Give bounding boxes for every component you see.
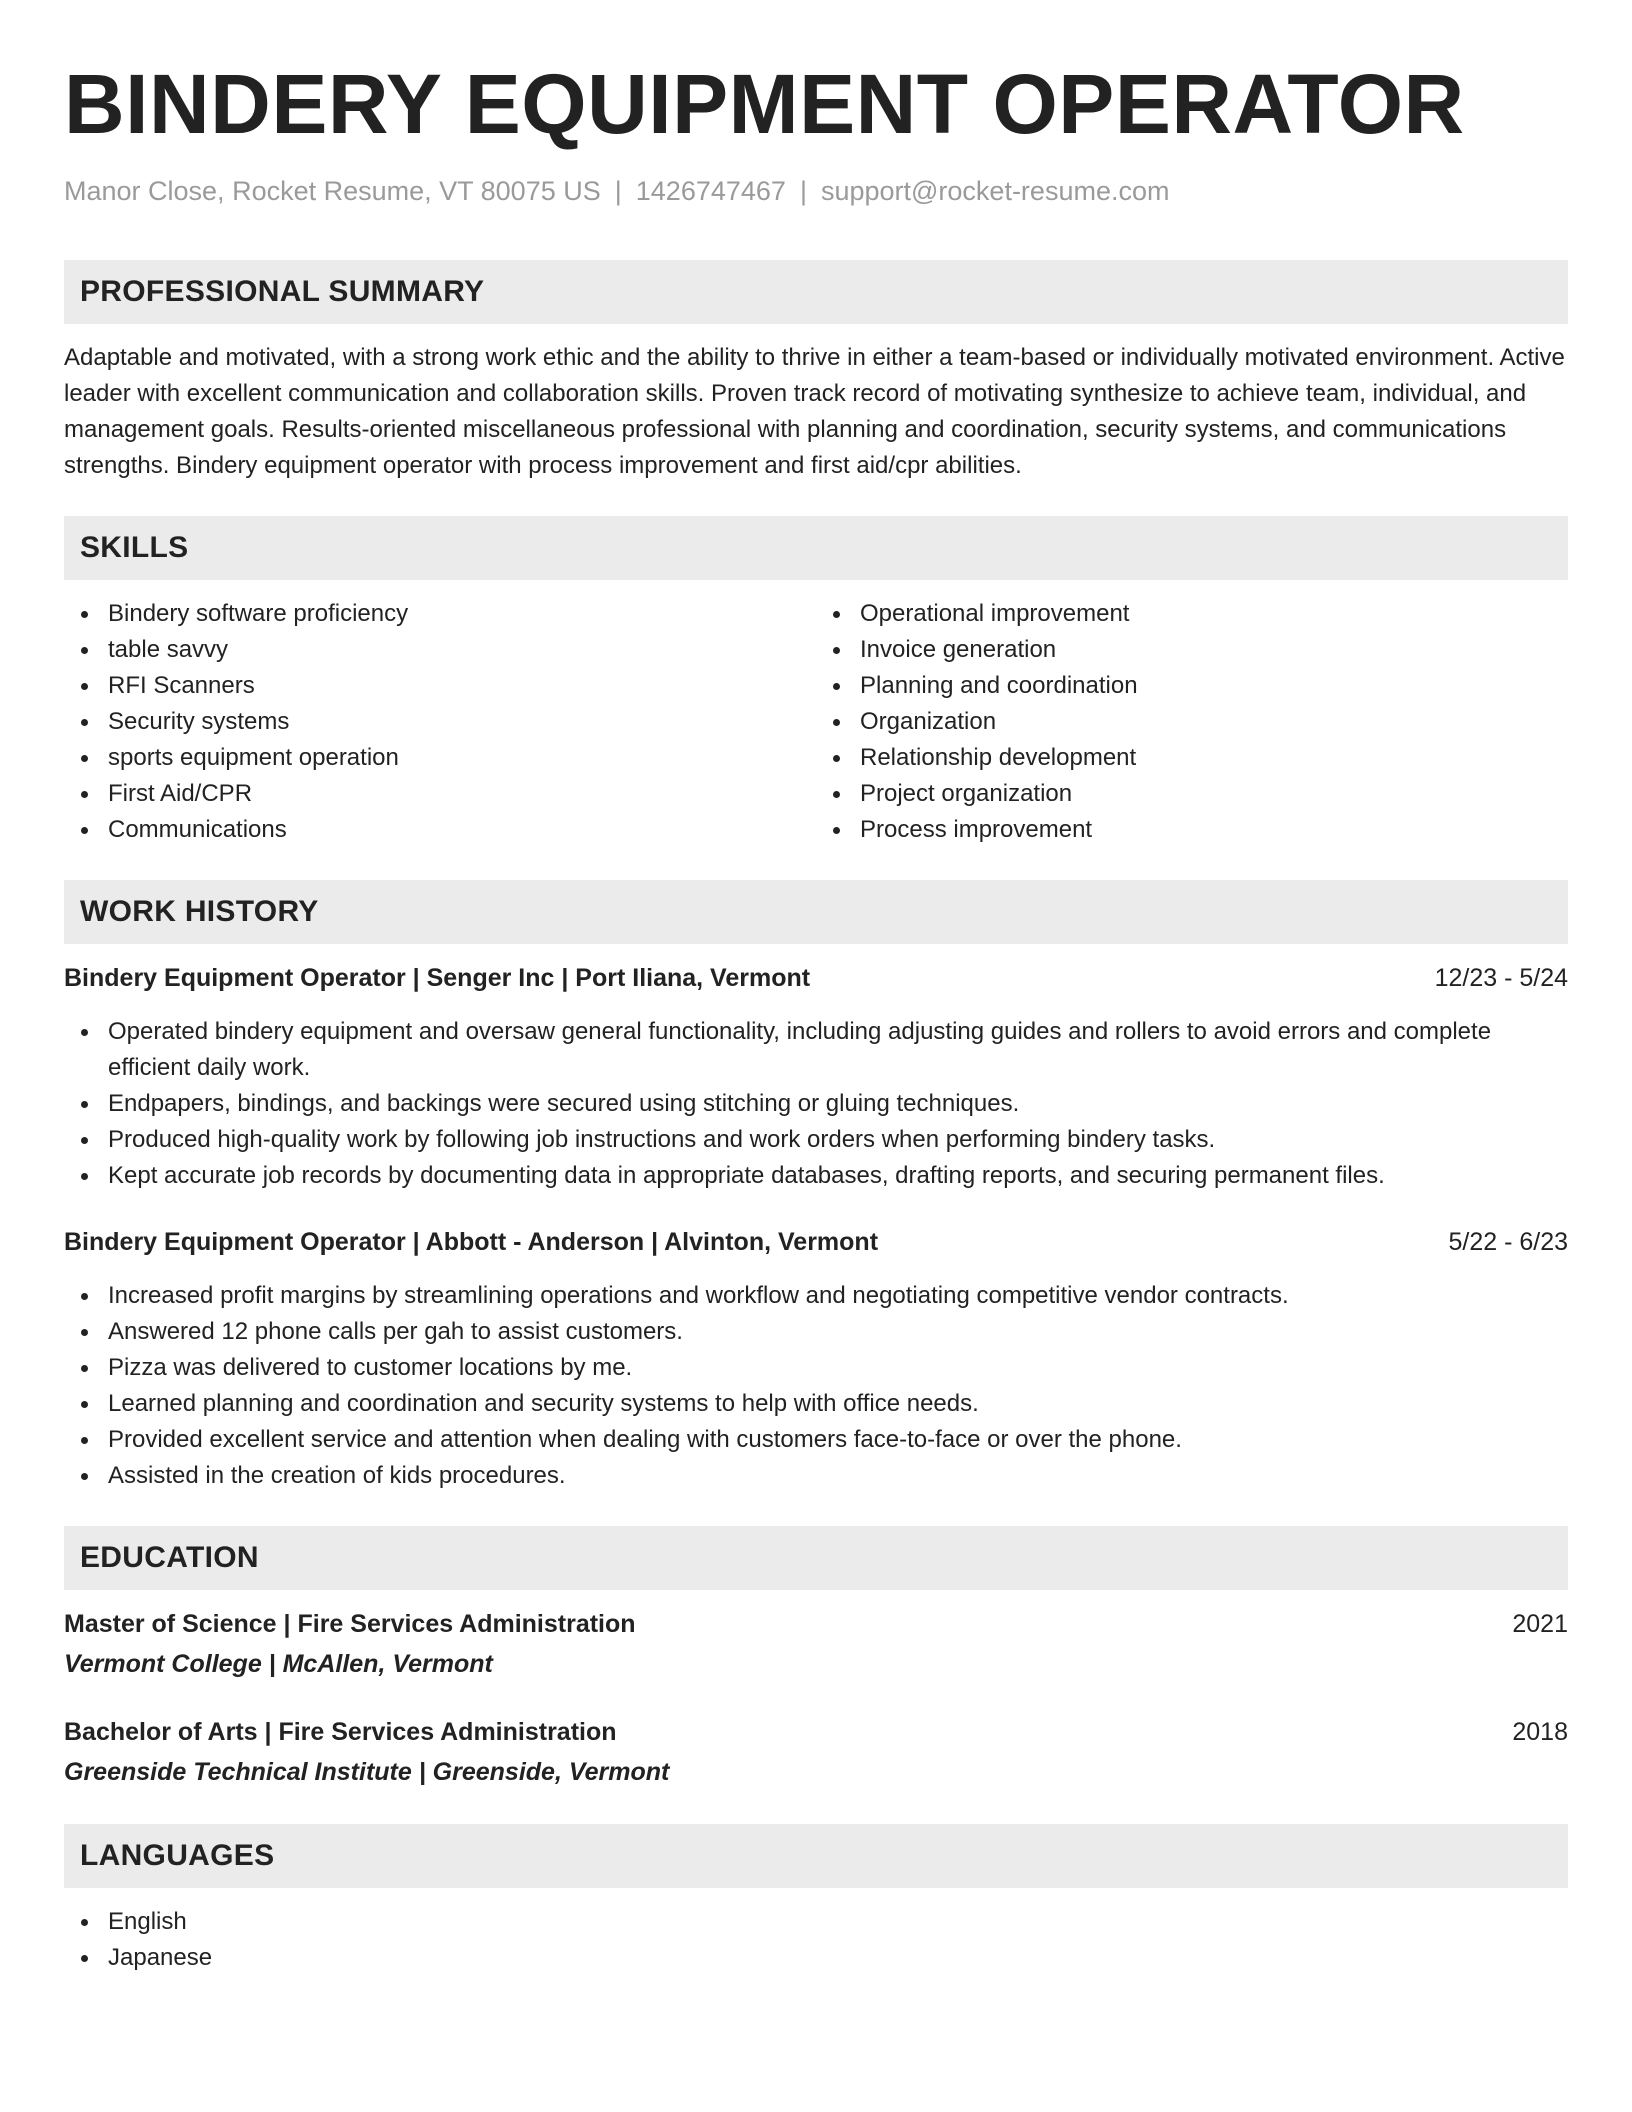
- job-title: Bindery Equipment Operator | Abbott - Anderson | Alvinton, Vermont: [64, 1228, 879, 1256]
- language-item: English: [64, 1904, 1568, 1940]
- skill-item: Organization: [816, 704, 1568, 740]
- skills-grid: [64, 596, 1568, 848]
- skill-item: Planning and coordination: [816, 668, 1568, 704]
- skill-item: Bindery software proficiency: [64, 596, 816, 632]
- job-dates: 12/23 - 5/24: [1434, 964, 1568, 992]
- education-entry: [64, 1606, 1568, 1682]
- education-section: [64, 1526, 1568, 1790]
- skill-item: Invoice generation: [816, 632, 1568, 668]
- contact-separator: |: [799, 176, 807, 206]
- skill-item: table savvy: [64, 632, 816, 668]
- skill-item: Communications: [64, 812, 816, 848]
- education-year: 2018: [1512, 1718, 1568, 1746]
- work-section: [64, 880, 1568, 1494]
- resume-name: BINDERY EQUIPMENT OPERATOR: [64, 57, 1465, 151]
- contact-line: [64, 174, 1568, 208]
- skill-item: Relationship development: [816, 740, 1568, 776]
- contact-phone: 1426747467: [635, 176, 786, 206]
- skills-heading: SKILLS: [64, 516, 1568, 580]
- summary-heading: PROFESSIONAL SUMMARY: [64, 260, 1568, 324]
- work-heading: WORK HISTORY: [64, 880, 1568, 944]
- job-bullet: Pizza was delivered to customer locations by me.: [64, 1350, 1568, 1386]
- job-bullet: Assisted in the creation of kids procedures.: [64, 1458, 1568, 1494]
- skill-item: Process improvement: [816, 812, 1568, 848]
- education-entry: [64, 1714, 1568, 1790]
- job-bullet: Produced high-quality work by following job instructions and work orders when performing bindery tasks.: [64, 1122, 1568, 1158]
- job-entry: [64, 1224, 1568, 1494]
- job-bullet: Endpapers, bindings, and backings were secured using stitching or gluing techniques.: [64, 1086, 1568, 1122]
- job-bullet: Kept accurate job records by documenting data in appropriate databases, drafting reports, and securing permanent files.: [64, 1158, 1568, 1194]
- job-title: Bindery Equipment Operator | Senger Inc | Port Iliana, Vermont: [64, 964, 811, 992]
- education-school: Vermont College | McAllen, Vermont: [64, 1650, 493, 1678]
- summary-text: Adaptable and motivated, with a strong work ethic and the ability to thrive in either a team-based or individually motivated environment. Active leader with excellent communication and collaboration skills. Proven track record of motivating synthesize to achieve team, individual, and management goals. Results-oriented miscellaneous professional with planning and coordination, security systems, and communications strengths. Bindery equipment operator with process improvement and first aid/cpr abilities.: [64, 344, 1565, 479]
- job-header: [64, 960, 1568, 996]
- education-heading: EDUCATION: [64, 1526, 1568, 1590]
- job-bullet: Operated bindery equipment and oversaw general functionality, including adjusting guides and rollers to avoid errors and complete efficient daily work.: [64, 1014, 1568, 1086]
- skill-item: Operational improvement: [816, 596, 1568, 632]
- education-year: 2021: [1512, 1610, 1568, 1638]
- job-bullet: Increased profit margins by streamlining operations and workflow and negotiating competitive vendor contracts.: [64, 1278, 1568, 1314]
- education-header: [64, 1714, 1568, 1750]
- skills-section: [64, 516, 1568, 848]
- skills-column-left: [64, 596, 816, 848]
- job-header: [64, 1224, 1568, 1260]
- contact-email: support@rocket-resume.com: [820, 176, 1170, 206]
- education-header: [64, 1606, 1568, 1642]
- job-bullet: Learned planning and coordination and security systems to help with office needs.: [64, 1386, 1568, 1422]
- job-dates: 5/22 - 6/23: [1448, 1228, 1568, 1256]
- summary-section: [64, 260, 1568, 484]
- skill-item: RFI Scanners: [64, 668, 816, 704]
- skill-item: Security systems: [64, 704, 816, 740]
- education-degree: Master of Science | Fire Services Administration: [64, 1610, 636, 1638]
- skill-item: First Aid/CPR: [64, 776, 816, 812]
- contact-address: Manor Close, Rocket Resume, VT 80075 US: [64, 176, 601, 206]
- job-bullet: Answered 12 phone calls per gah to assist customers.: [64, 1314, 1568, 1350]
- contact-separator: |: [614, 176, 622, 206]
- job-bullet: Provided excellent service and attention when dealing with customers face-to-face or over the phone.: [64, 1422, 1568, 1458]
- skill-item: Project organization: [816, 776, 1568, 812]
- job-entry: [64, 960, 1568, 1194]
- language-item: Japanese: [64, 1940, 1568, 1976]
- education-degree: Bachelor of Arts | Fire Services Administration: [64, 1718, 617, 1746]
- education-school: Greenside Technical Institute | Greenside, Vermont: [64, 1758, 670, 1786]
- languages-section: [64, 1824, 1568, 1976]
- skills-column-right: [816, 596, 1568, 848]
- skill-item: sports equipment operation: [64, 740, 816, 776]
- languages-heading: LANGUAGES: [64, 1824, 1568, 1888]
